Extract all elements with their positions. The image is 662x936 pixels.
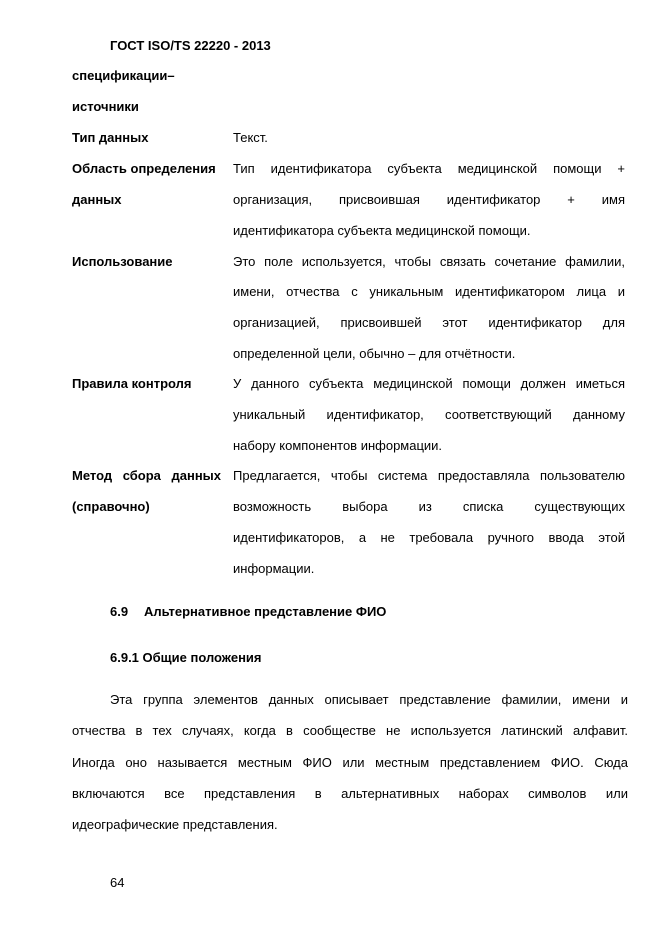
paragraph-line: идеографические представления. <box>72 817 278 832</box>
section-number: 6.9 <box>110 604 129 619</box>
row-value: определенной цели, обычно – для отчётности. <box>233 346 516 361</box>
page-number: 64 <box>110 875 125 890</box>
row-value: Текст. <box>233 130 268 145</box>
row-label: спецификации– <box>72 68 175 83</box>
row-label: источники <box>72 99 139 114</box>
subsection-title: 6.9.1 Общие положения <box>110 650 262 665</box>
row-value: организацией, присвоившей этот идентификатор для <box>233 315 625 330</box>
row-label: Использование <box>72 254 173 269</box>
row-value: имени, отчества с уникальным идентификатором лица и <box>233 284 625 299</box>
paragraph-line: включаются все представления в альтернативных наборах символов или <box>72 786 628 801</box>
paragraph-line: отчества в тех случаях, когда в сообществе не используется латинский алфавит. <box>72 723 628 738</box>
row-value: уникальный идентификатор, соответствующий данному <box>233 407 625 422</box>
document-header: ГОСТ ISO/TS 22220 - 2013 <box>110 38 271 53</box>
row-label: Метод сбора данных <box>72 468 221 483</box>
section-title: Альтернативное представление ФИО <box>144 604 387 619</box>
row-value: идентификатора субъекта медицинской помощи. <box>233 223 531 238</box>
row-label: данных <box>72 192 122 207</box>
row-value: организация, присвоившая идентификатор + имя <box>233 192 625 207</box>
row-label: Правила контроля <box>72 376 192 391</box>
row-value: информации. <box>233 561 315 576</box>
paragraph-line: Эта группа элементов данных описывает представление фамилии, имени и <box>110 692 628 707</box>
row-value: идентификаторов, а не требовала ручного ввода этой <box>233 530 625 545</box>
row-value: Тип идентификатора субъекта медицинской помощи + <box>233 161 625 176</box>
row-value: У данного субъекта медицинской помощи должен иметься <box>233 376 625 391</box>
row-value: Предлагается, чтобы система предоставляла пользователю <box>233 468 625 483</box>
paragraph-line: Иногда оно называется местным ФИО или местным представлением ФИО. Сюда <box>72 755 628 770</box>
row-value: набору компонентов информации. <box>233 438 443 453</box>
row-label: Тип данных <box>72 130 149 145</box>
row-value: Это поле используется, чтобы связать сочетание фамилии, <box>233 254 625 269</box>
row-label: (справочно) <box>72 499 150 514</box>
row-label: Область определения <box>72 161 216 176</box>
row-value: возможность выбора из списка существующих <box>233 499 625 514</box>
